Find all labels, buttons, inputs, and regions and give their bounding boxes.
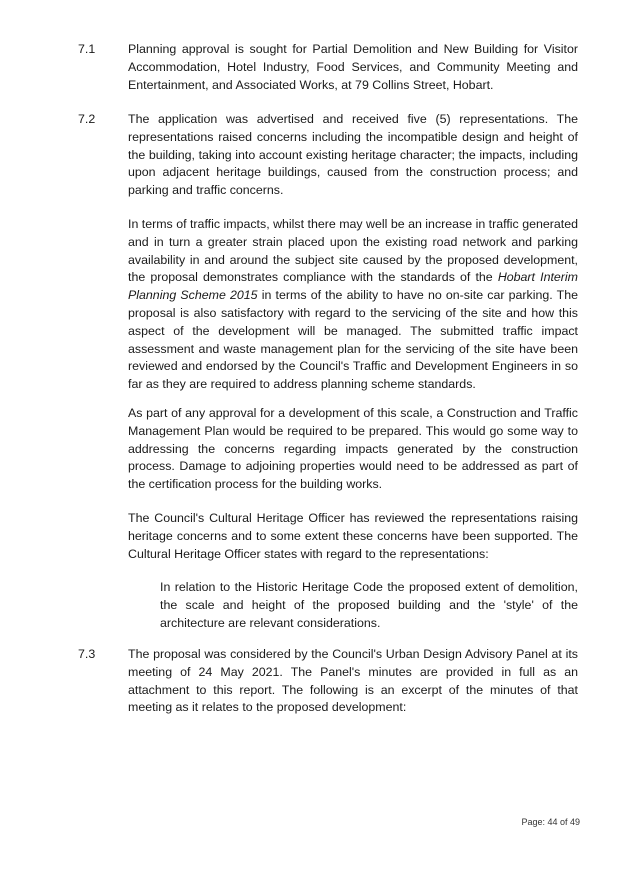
section-number: 7.3 xyxy=(78,647,96,661)
section-number: 7.2 xyxy=(78,112,96,126)
representations-paragraph: The application was advertised and received five (5) representations. The representations raised concerns including the incompatible design and height of the building, taking into account existing heritage character; the impacts, including upon adjacent heritage buildings, caused from the construction process; and parking and traffic concerns. xyxy=(128,112,578,198)
heritage-paragraph: The Council's Cultural Heritage Officer has reviewed the representations raising heritage concerns and to some extent these concerns have been supported. The Cultural Heritage Officer states with regard to the representations: xyxy=(128,511,578,561)
traffic-text-part1: In terms of traffic impacts, whilst there may well be an increase in traffic generated and in turn a greater strain placed upon the existing road network and parking availability in and around the subject site caused by the proposed development, the proposal demonstrates compliance with the standards of the xyxy=(128,217,578,285)
section-paragraph: Planning approval is sought for Partial Demolition and New Building for Visitor Accommodation, Hotel Industry, Food Services, and Community Meeting and Entertainment, and Associated Works, at 79 Collins Street, Hobart. xyxy=(128,42,578,92)
traffic-text-part2: in terms of the ability to have no on-site car parking. The proposal is also satisfactory with regard to the servicing of the site and how this aspect of the development will be managed. The submitted traffic impact assessment and waste management plan for the servicing of the site have been reviewed and endorsed by the Council's Traffic and Development Engineers in so far as they are required to address planning scheme standards. xyxy=(128,288,578,392)
construction-paragraph: As part of any approval for a development of this scale, a Construction and Traffic Management Plan would be required to be prepared. This would go some way to addressing the concerns regarding impacts generated by the construction process. Damage to adjoining properties would need to be addressed as part of the certification process for the building works. xyxy=(128,406,578,492)
page-number: Page: 44 of 49 xyxy=(521,817,580,827)
planning-scheme-title: Hobart Interim Planning Scheme 2015 xyxy=(128,270,578,303)
heritage-quote: In relation to the Historic Heritage Code the proposed extent of demolition, the scale and height of the proposed building and the 'style' of the architecture are relevant considerations. xyxy=(160,580,578,630)
traffic-paragraph xyxy=(128,216,578,394)
section-paragraph: The proposal was considered by the Council's Urban Design Advisory Panel at its meeting of 24 May 2021. The Panel's minutes are provided in full as an attachment to this report. The following is an excerpt of the minutes of that meeting as it relates to the proposed development: xyxy=(128,647,578,715)
section-number: 7.1 xyxy=(78,42,96,56)
